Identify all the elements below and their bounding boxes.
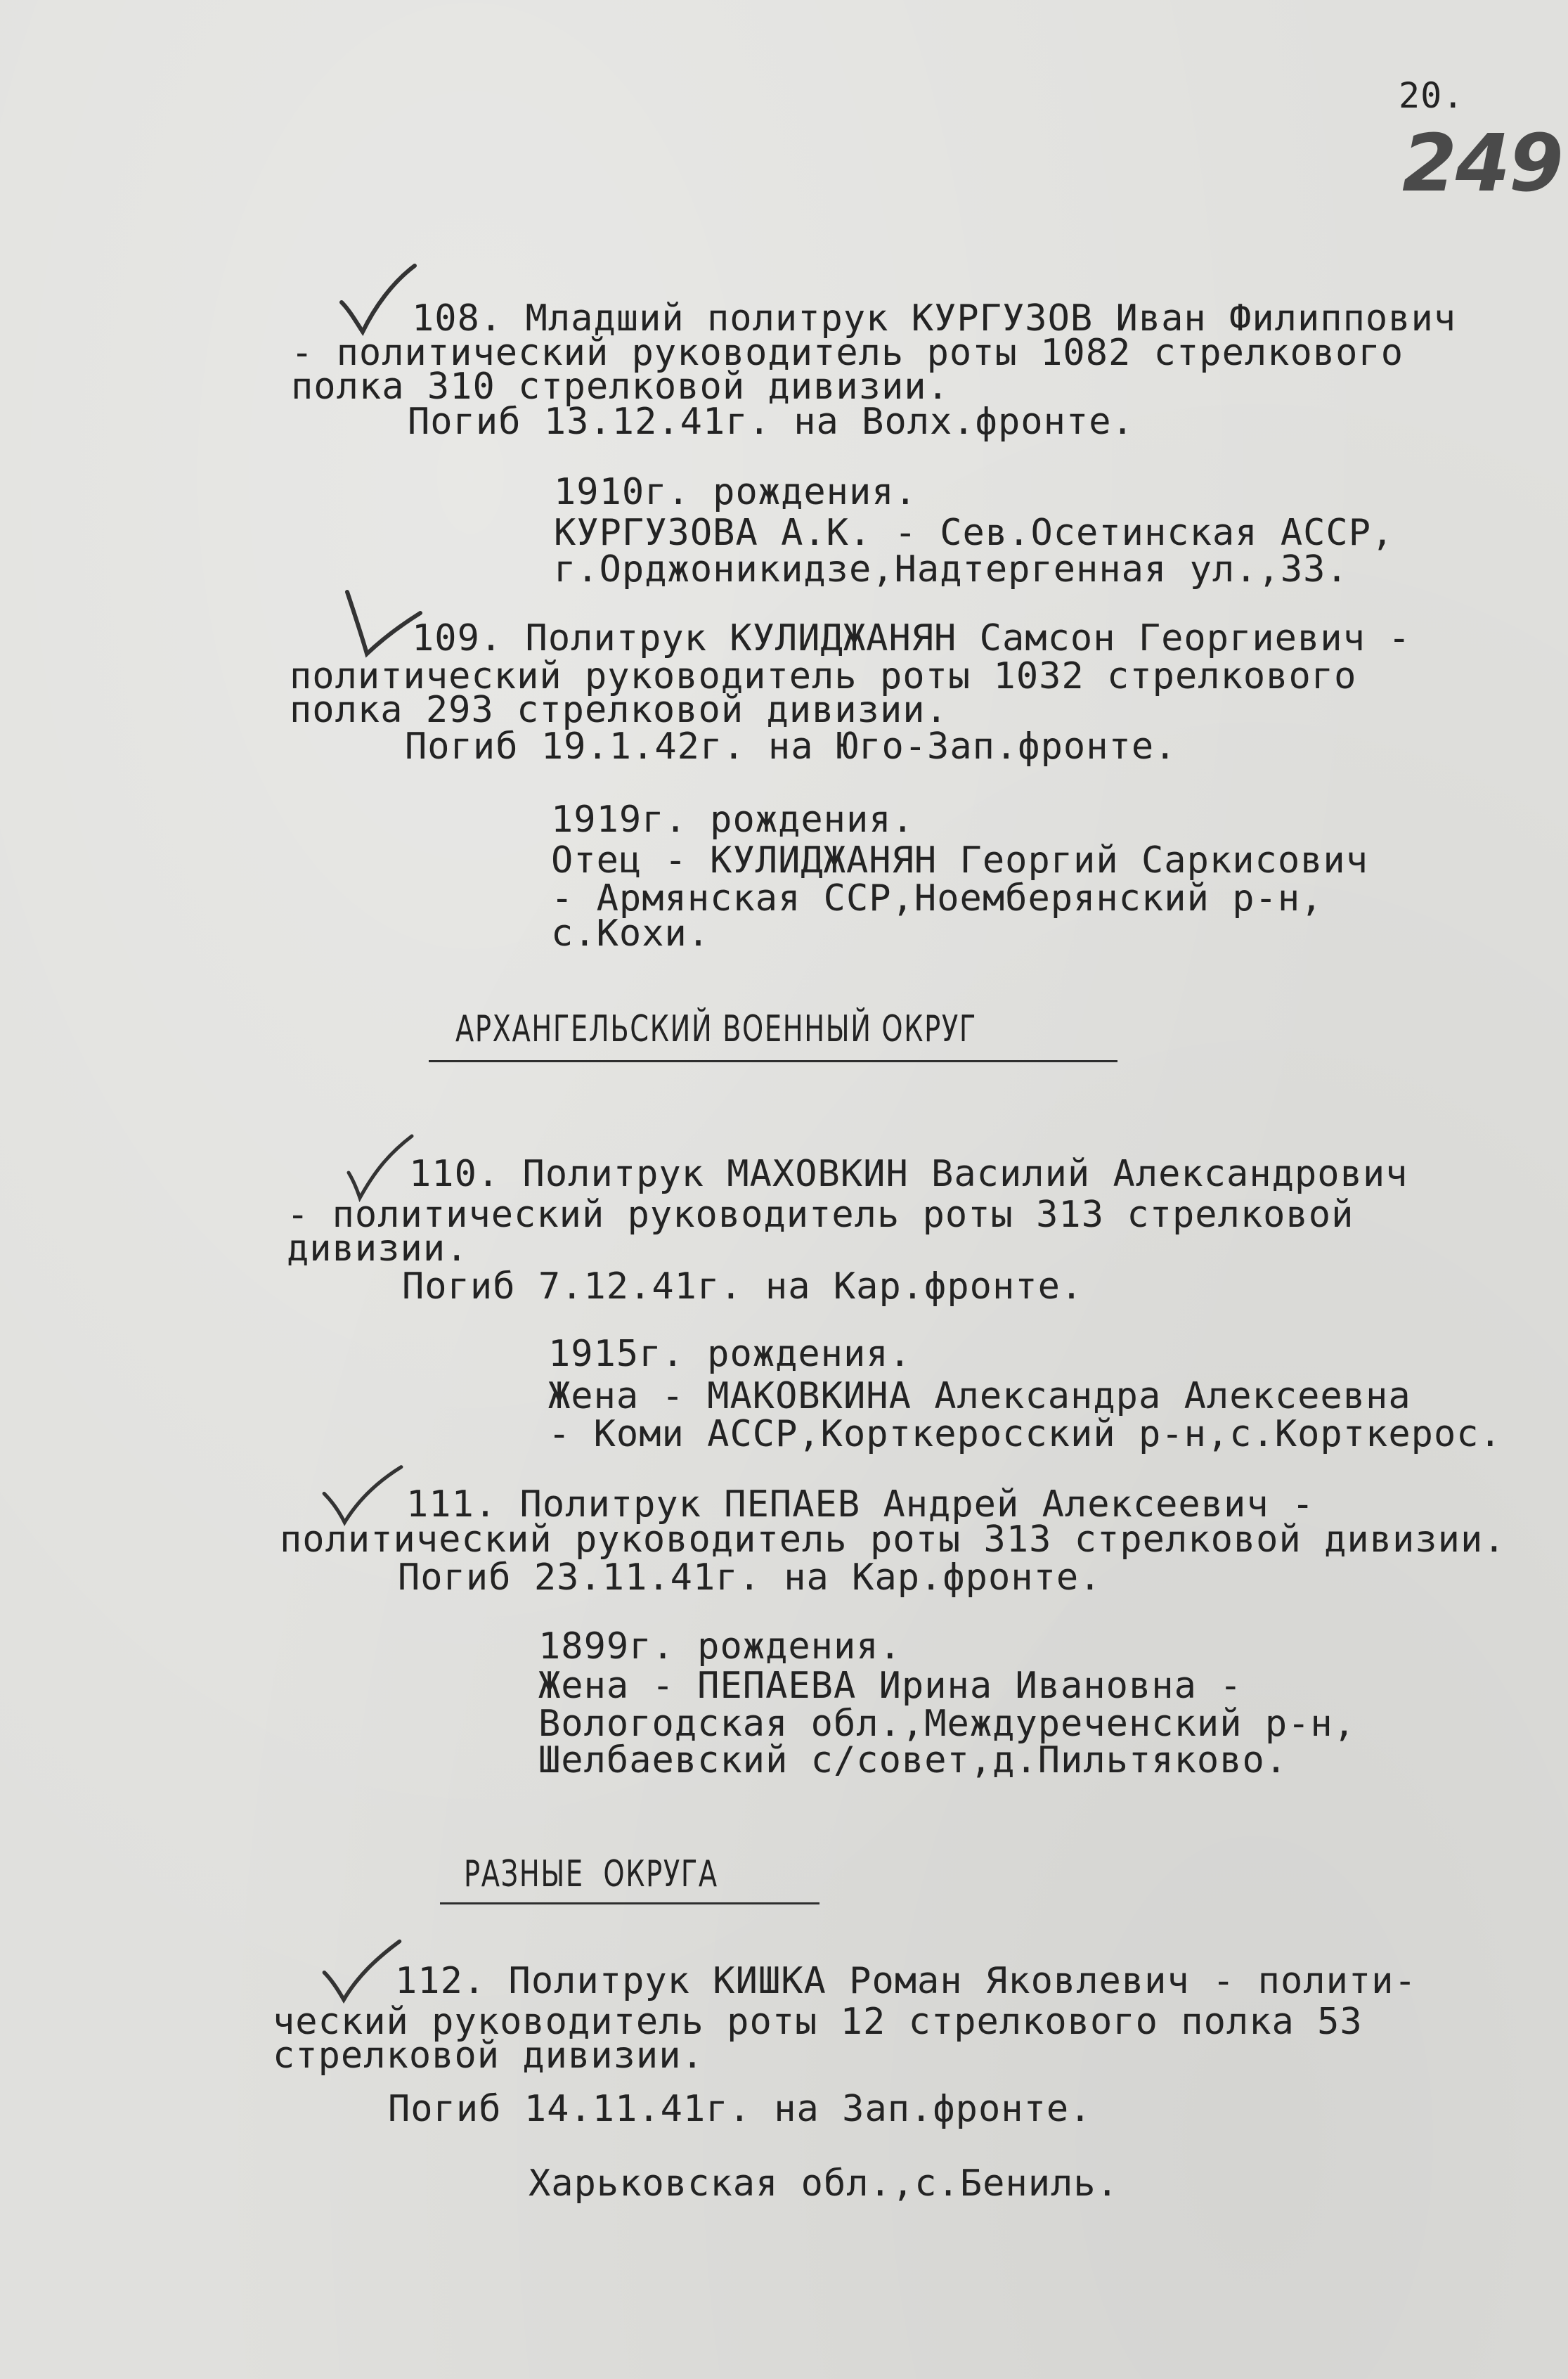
entry-line: политический руководитель роты 313 стрелковой дивизии. xyxy=(280,1519,1506,1561)
entry-line: 111. Политрук ПЕПАЕВ Андрей Алексеевич - xyxy=(406,1483,1315,1526)
birth-line: 1915г. рождения. xyxy=(548,1333,912,1375)
checkmark-icon xyxy=(336,262,420,339)
death-line: Погиб 7.12.41г. на Кар.фронте. xyxy=(402,1265,1084,1308)
entry-line: 110. Политрук МАХОВКИН Василий Александрович xyxy=(409,1153,1408,1195)
birth-line: 1919г. рождения. xyxy=(551,799,914,841)
relative-line: КУРГУЗОВА А.К. - Сев.Осетинская АССР, xyxy=(554,512,1394,554)
entry-line: 112. Политрук КИШКА Роман Яковлевич - полити- xyxy=(395,1960,1417,2002)
heading-underline xyxy=(440,1902,819,1904)
archive-page-number: 249 xyxy=(1402,118,1562,209)
entry-line: 109. Политрук КУЛИДЖАНЯН Самсон Георгиевич - xyxy=(412,617,1411,659)
relative-line: Жена - МАКОВКИНА Александра Алексеевна xyxy=(548,1375,1411,1417)
birth-line: 1899г. рождения. xyxy=(538,1625,902,1668)
address-line: с.Кохи. xyxy=(551,913,711,955)
address-line: г.Орджоникидзе,Надтергенная ул.,33. xyxy=(554,548,1349,591)
entry-line: 108. Младший политрук КУРГУЗОВ Иван Филиппович xyxy=(412,297,1457,340)
relative-line: Отец - КУЛИДЖАНЯН Георгий Саркисович xyxy=(551,839,1369,882)
entry-line: полка 310 стрелковой дивизии. xyxy=(291,366,950,408)
death-line: Погиб 13.12.41г. на Волх.фронте. xyxy=(408,401,1134,443)
section-heading-various: РАЗНЫЕ ОКРУГА xyxy=(464,1853,718,1895)
birth-line: 1910г. рождения. xyxy=(554,471,917,513)
entry-line: - политический руководитель роты 313 стрелковой xyxy=(287,1194,1354,1236)
entry-line: стрелковой дивизии. xyxy=(273,2035,704,2077)
address-line: - Армянская ССР,Ноемберянский р-н, xyxy=(551,877,1323,920)
heading-underline xyxy=(429,1060,1117,1062)
address-line: Харьковская обл.,с.Бениль. xyxy=(529,2162,1119,2205)
death-line: Погиб 19.1.42г. на Юго-Зап.фронте. xyxy=(405,726,1177,768)
section-heading-arkhangelsk: АРХАНГЕЛЬСКИЙ ВОЕННЫЙ ОКРУГ xyxy=(455,1008,977,1050)
address-line: Шелбаевский с/совет,д.Пильтяково. xyxy=(538,1739,1288,1781)
entry-line: ческий руководитель роты 12 стрелкового полка 53 xyxy=(273,2001,1363,2043)
death-line: Погиб 23.11.41г. на Кар.фронте. xyxy=(398,1556,1102,1599)
entry-line: полка 293 стрелковой дивизии. xyxy=(290,689,948,731)
address-line: - Коми АССР,Корткеросский р-н,с.Корткерос. xyxy=(548,1413,1502,1455)
relative-line: Жена - ПЕПАЕВА Ирина Ивановна - xyxy=(538,1665,1243,1707)
entry-line: - политический руководитель роты 1082 стрелкового xyxy=(291,332,1404,374)
entry-line: политический руководитель роты 1032 стрелкового xyxy=(290,655,1357,697)
entry-line: дивизии. xyxy=(287,1227,469,1270)
address-line: Вологодская обл.,Междуреченский р-н, xyxy=(538,1703,1356,1745)
death-line: Погиб 14.11.41г. на Зап.фронте. xyxy=(388,2088,1092,2130)
page-number: 20. xyxy=(1399,75,1465,116)
checkmark-icon xyxy=(319,1932,403,2009)
